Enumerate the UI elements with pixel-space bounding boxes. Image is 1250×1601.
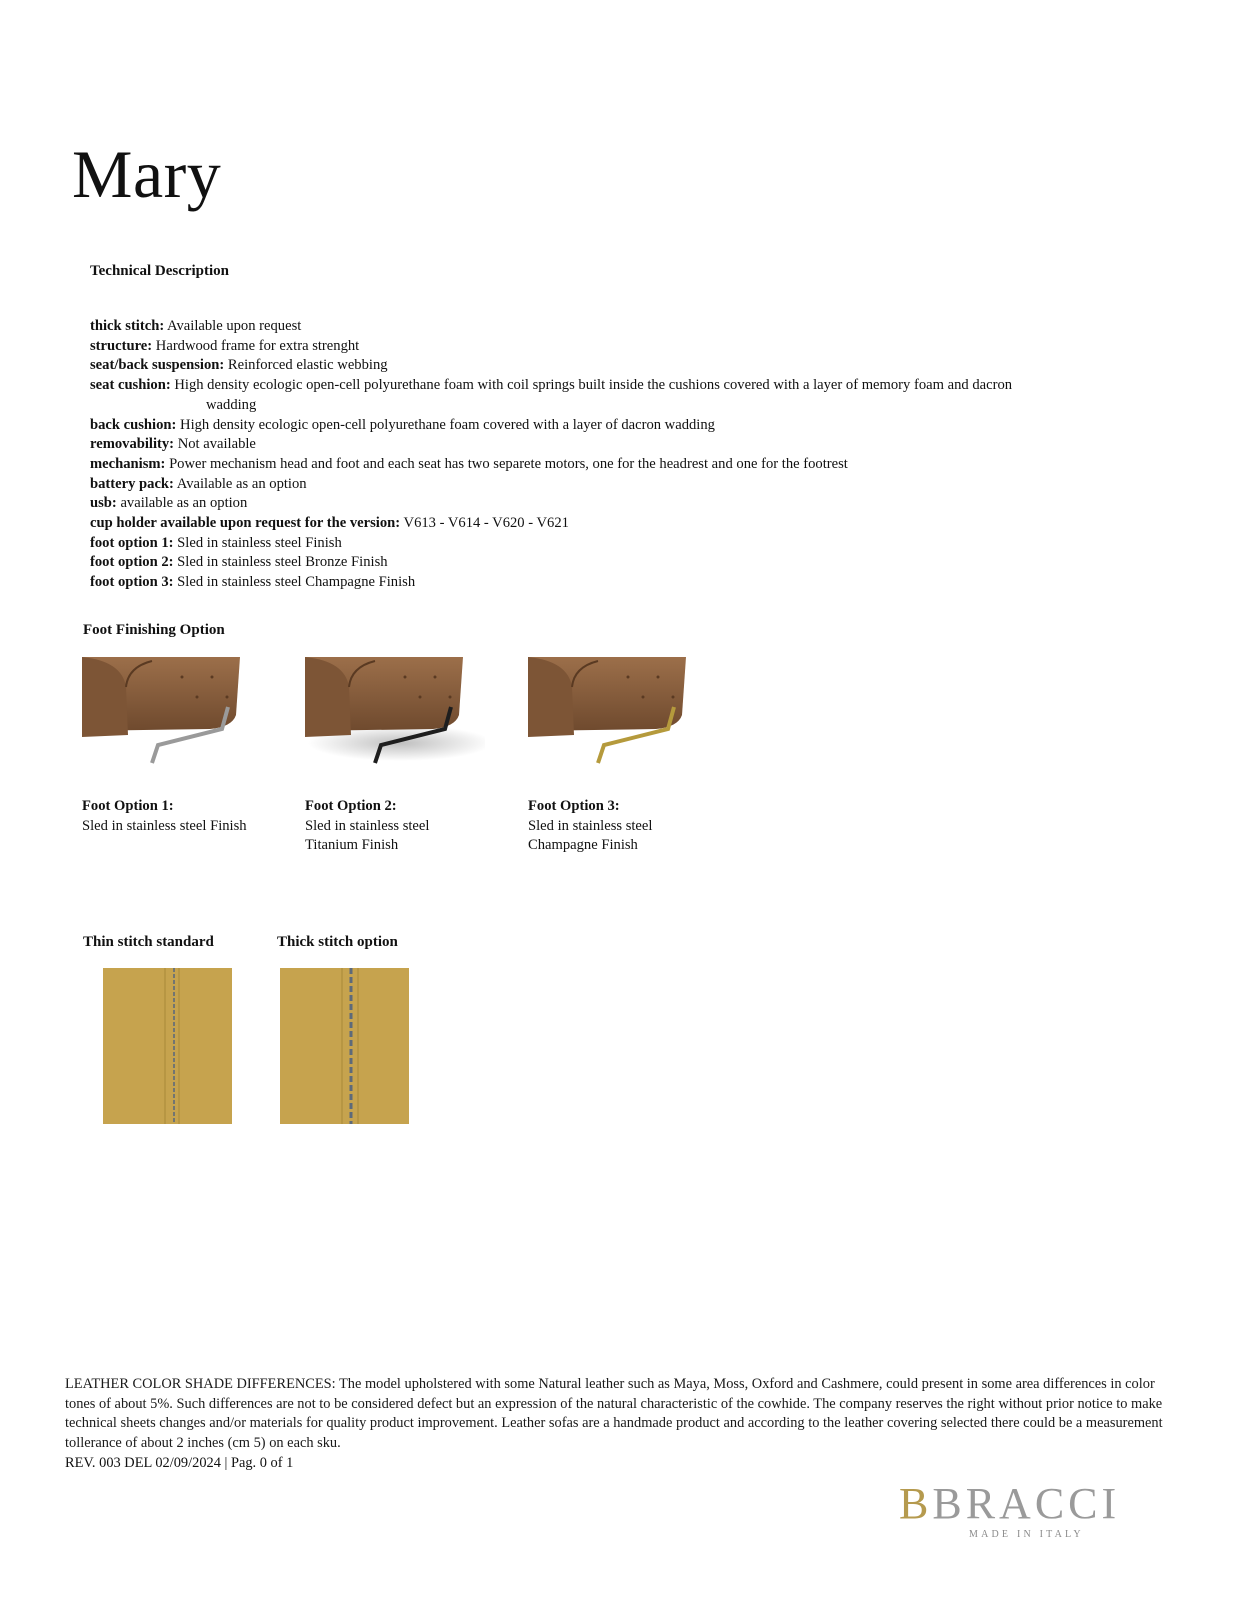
spec-value: V613 - V614 - V620 - V621 bbox=[403, 515, 569, 532]
spec-row bbox=[90, 553, 1170, 573]
spec-key: back cushion: bbox=[90, 416, 177, 433]
spec-row bbox=[90, 475, 1170, 495]
spec-key: mechanism: bbox=[90, 455, 166, 472]
spec-row bbox=[90, 455, 1170, 475]
spec-value: Sled in stainless steel Champagne Finish bbox=[177, 574, 416, 591]
foot-option-desc: Sled in stainless steel Champagne Finish bbox=[528, 817, 653, 854]
spec-value: High density ecologic open-cell polyurethane foam with coil springs built inside the cushions covered with a layer of memory foam and dacron bbox=[174, 377, 1013, 394]
spec-row bbox=[90, 317, 1170, 337]
spec-row bbox=[90, 416, 1170, 436]
spec-row bbox=[90, 376, 1170, 415]
spec-row bbox=[90, 337, 1170, 357]
spec-value: Not available bbox=[177, 436, 256, 453]
spec-key: removability: bbox=[90, 436, 175, 453]
spec-key: foot option 3: bbox=[90, 574, 174, 591]
spec-key: structure: bbox=[90, 337, 153, 354]
page-title: Mary bbox=[72, 136, 222, 212]
foot-option-title: Foot Option 1: bbox=[82, 798, 174, 814]
thick-stitch-swatch bbox=[280, 968, 409, 1124]
spec-value: Reinforced elastic webbing bbox=[227, 357, 388, 374]
spec-row bbox=[90, 494, 1170, 514]
thick-stitch-heading: Thick stitch option bbox=[277, 934, 398, 950]
logo-wordmark: BRACCI bbox=[932, 1479, 1121, 1528]
foot-option-title: Foot Option 2: bbox=[305, 798, 397, 814]
spec-key: battery pack: bbox=[90, 475, 174, 492]
foot-option-card bbox=[305, 657, 505, 856]
technical-description-heading: Technical Description bbox=[90, 263, 230, 279]
spec-value-continued: wadding bbox=[206, 396, 257, 413]
spec-value: Sled in stainless steel Finish bbox=[177, 534, 342, 551]
spec-key: seat/back suspension: bbox=[90, 357, 225, 374]
foot-option-title: Foot Option 3: bbox=[528, 798, 620, 814]
spec-key: seat cushion: bbox=[90, 377, 171, 394]
spec-row bbox=[90, 573, 1170, 593]
foot-option-card bbox=[528, 657, 728, 856]
foot-option-2-image bbox=[305, 657, 485, 765]
spec-row bbox=[90, 435, 1170, 455]
foot-option-desc: Sled in stainless steel Titanium Finish bbox=[305, 817, 430, 854]
spec-value: Available upon request bbox=[167, 318, 302, 334]
foot-finishing-heading: Foot Finishing Option bbox=[83, 622, 225, 638]
foot-option-desc: Sled in stainless steel Finish bbox=[82, 817, 247, 834]
spec-key: usb: bbox=[90, 495, 117, 512]
foot-option-3-image bbox=[528, 657, 688, 765]
logo-first-letter: B bbox=[899, 1479, 933, 1528]
thin-stitch-heading: Thin stitch standard bbox=[83, 934, 214, 950]
spec-value: Sled in stainless steel Bronze Finish bbox=[177, 554, 388, 571]
spec-value: Available as an option bbox=[176, 475, 307, 492]
foot-option-1-image bbox=[82, 657, 242, 765]
spec-value: Hardwood frame for extra strenght bbox=[155, 337, 360, 354]
logo-tagline: MADE IN ITALY bbox=[969, 1529, 1084, 1540]
brand-logo bbox=[899, 1479, 1159, 1542]
foot-option-card bbox=[82, 657, 282, 836]
spec-key: cup holder available upon request for the version: bbox=[90, 515, 401, 532]
thin-stitch-swatch bbox=[103, 968, 232, 1124]
spec-value: Power mechanism head and foot and each seat has two separete motors, one for the headrest and one for the footrest bbox=[169, 455, 848, 472]
spec-row bbox=[90, 356, 1170, 376]
spec-value: available as an option bbox=[120, 495, 248, 512]
spec-key: foot option 1: bbox=[90, 534, 174, 551]
spec-value: High density ecologic open-cell polyurethane foam covered with a layer of dacron wadding bbox=[180, 416, 715, 433]
spec-key: thick stitch: bbox=[90, 318, 165, 334]
spec-row bbox=[90, 534, 1170, 554]
spec-key: foot option 2: bbox=[90, 554, 174, 571]
spec-row bbox=[90, 514, 1170, 534]
revision-info: REV. 003 DEL 02/09/2024 | Pag. 0 of 1 bbox=[65, 1455, 294, 1471]
leather-disclaimer: LEATHER COLOR SHADE DIFFERENCES: The model upholstered with some Natural leather such as Maya, Moss, Oxford and Cashmere, could present in some area differences in color tones of about 5%. Such differences are not to be considered defect but an expression of the natural characteristic of the cowhide. The company reserves the right without prior notice to make technical sheets changes and/or materials for quality product improvement. Leather sofas are a handmade product and according to the leather covering selected there could be a measurement tollerance of about 2 inches (cm 5) on each sku. bbox=[65, 1376, 1163, 1452]
spec-list bbox=[90, 317, 1170, 593]
